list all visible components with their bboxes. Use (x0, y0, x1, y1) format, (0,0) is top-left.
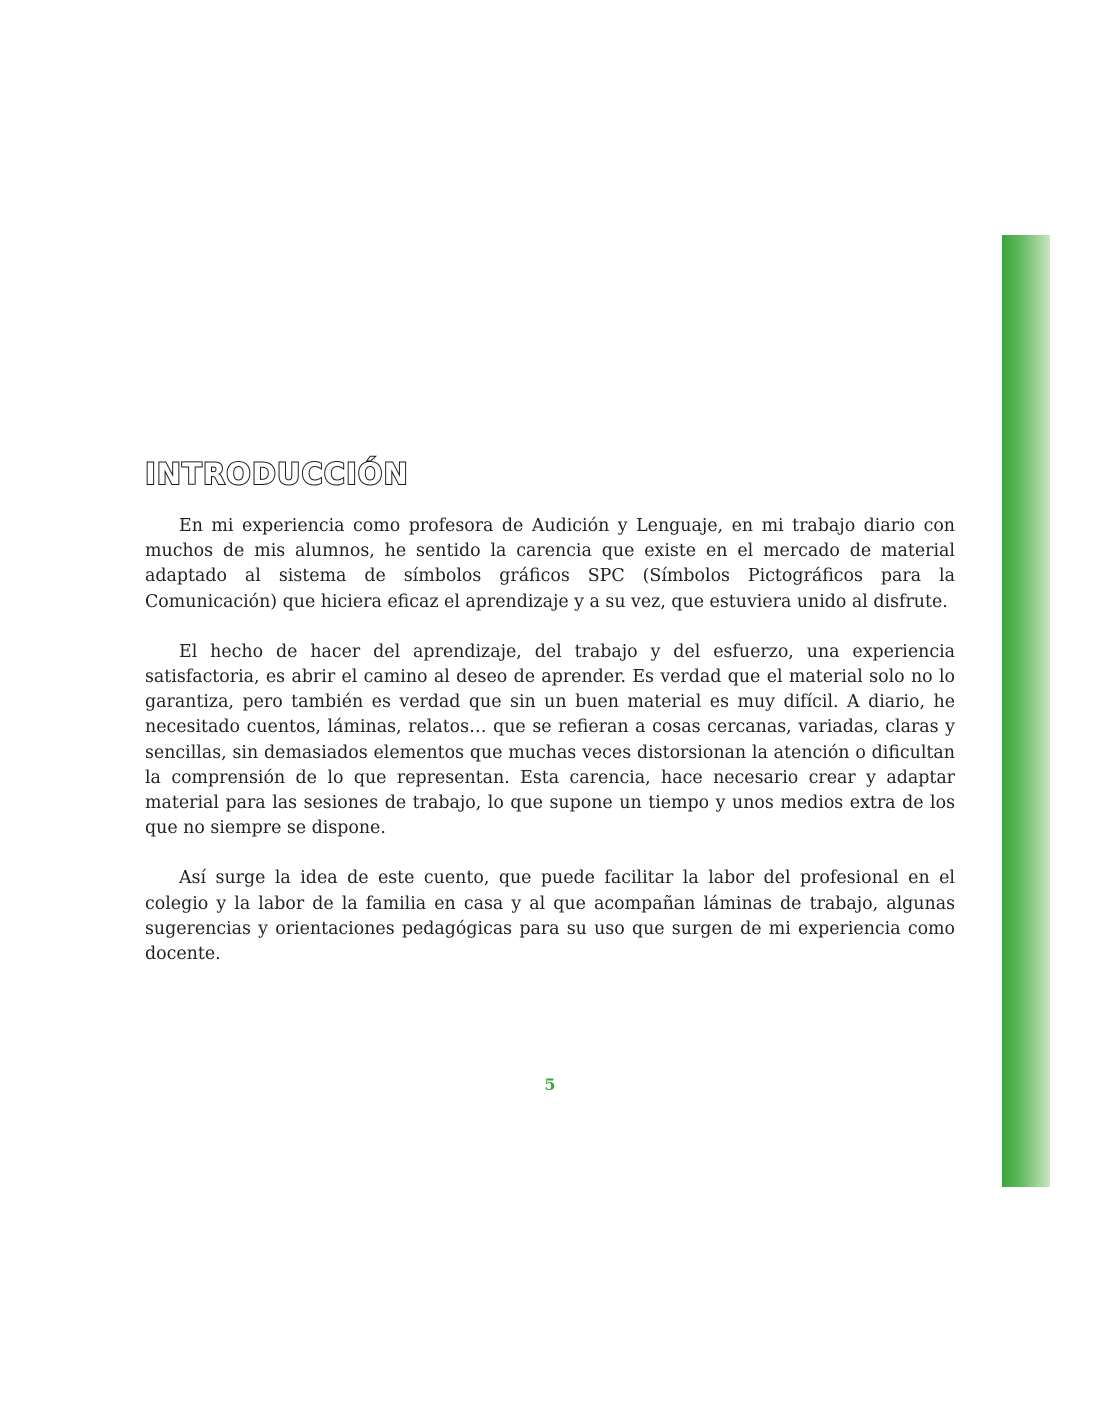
paragraph-3: Así surge la idea de este cuento, que puede facilitar la labor del profesional en el colegio y la labor de la familia en casa y al que acompañan láminas de trabajo, algunas sugerencias y orientaciones pedagógicas para su uso que surgen de mi experiencia como docente. (145, 868, 955, 965)
section-heading: INTRODUCCIÓN (145, 457, 409, 491)
paragraph-1: En mi experiencia como profesora de Audición y Lenguaje, en mi trabajo diario con muchos de mis alumnos, he sentido la carencia que existe en el mercado de material adaptado al sistema de símbolos gráficos SPC (Símbolos Pictográficos para la Comunicación) que hiciera eficaz el aprendizaje y a su vez, que estuviera unido al disfrute. (145, 516, 955, 612)
page-number: 5 (544, 1075, 556, 1094)
body-text (145, 514, 955, 992)
paragraph-2: El hecho de hacer del aprendizaje, del trabajo y del esfuerzo, una experiencia satisfactoria, es abrir el camino al deseo de aprender. Es verdad que el material solo no lo garantiza, pero también es verdad que sin un buen material es muy difícil. A diario, he necesitado cuentos, láminas, relatos… que se refieran a cosas cercanas, variadas, claras y sencillas, sin demasiados elementos que muchas veces distorsionan la atención o dificultan la comprensión de lo que representan. Esta carencia, hace necesario crear y adaptar material para las sesiones de trabajo, lo que supone un tiempo y unos medios extra de los que no siempre se dispone. (145, 641, 955, 839)
green-side-band (1002, 235, 1050, 1187)
